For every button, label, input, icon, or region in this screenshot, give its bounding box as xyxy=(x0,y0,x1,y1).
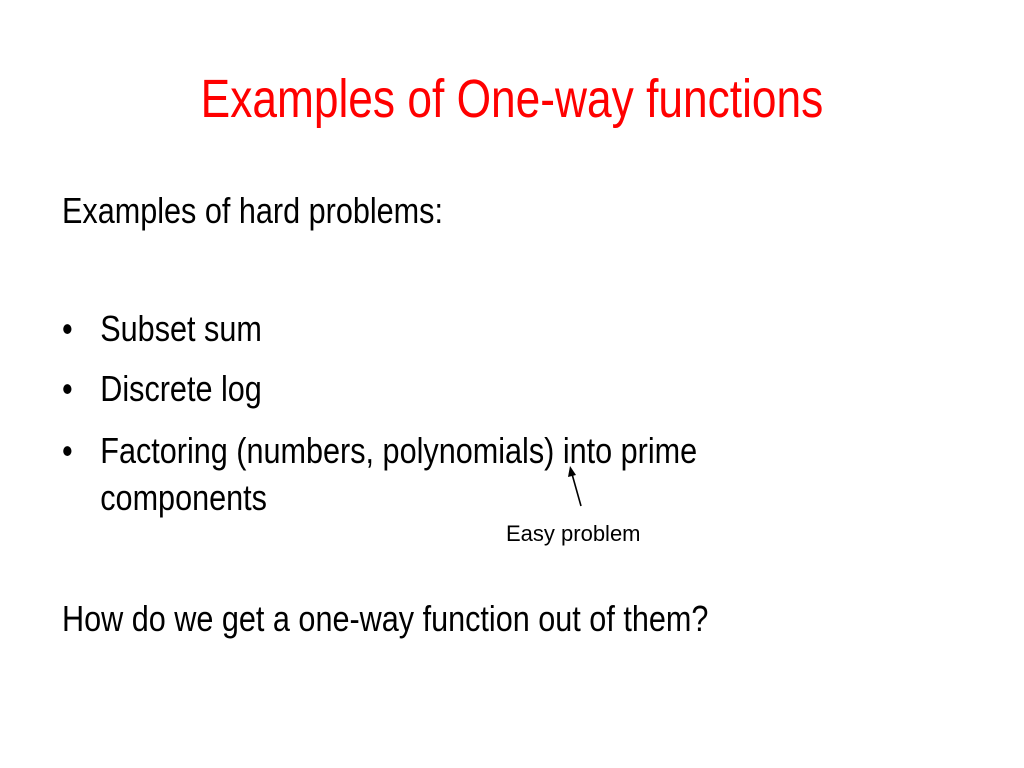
closing-question: How do we get a one-way function out of them? xyxy=(62,598,709,639)
bullet-text-line-2: components xyxy=(100,477,267,518)
bullet-item-discrete-log xyxy=(62,367,697,411)
bullet-text: Discrete log xyxy=(100,368,262,409)
bullet-icon: • xyxy=(62,308,73,349)
annotation-arrow-icon xyxy=(562,466,592,510)
bullet-item-factoring xyxy=(62,427,697,521)
bullet-icon: • xyxy=(62,430,73,471)
bullet-icon: • xyxy=(62,368,73,409)
bullet-item-subset-sum xyxy=(62,307,697,351)
bullet-list xyxy=(62,307,697,537)
slide-title: Examples of One-way functions xyxy=(200,69,824,129)
bullet-text: Subset sum xyxy=(100,308,262,349)
bullet-text-line-1: Factoring (numbers, polynomials) into prime xyxy=(100,430,698,471)
easy-problem-annotation: Easy problem xyxy=(506,521,641,546)
intro-text: Examples of hard problems: xyxy=(62,190,443,231)
